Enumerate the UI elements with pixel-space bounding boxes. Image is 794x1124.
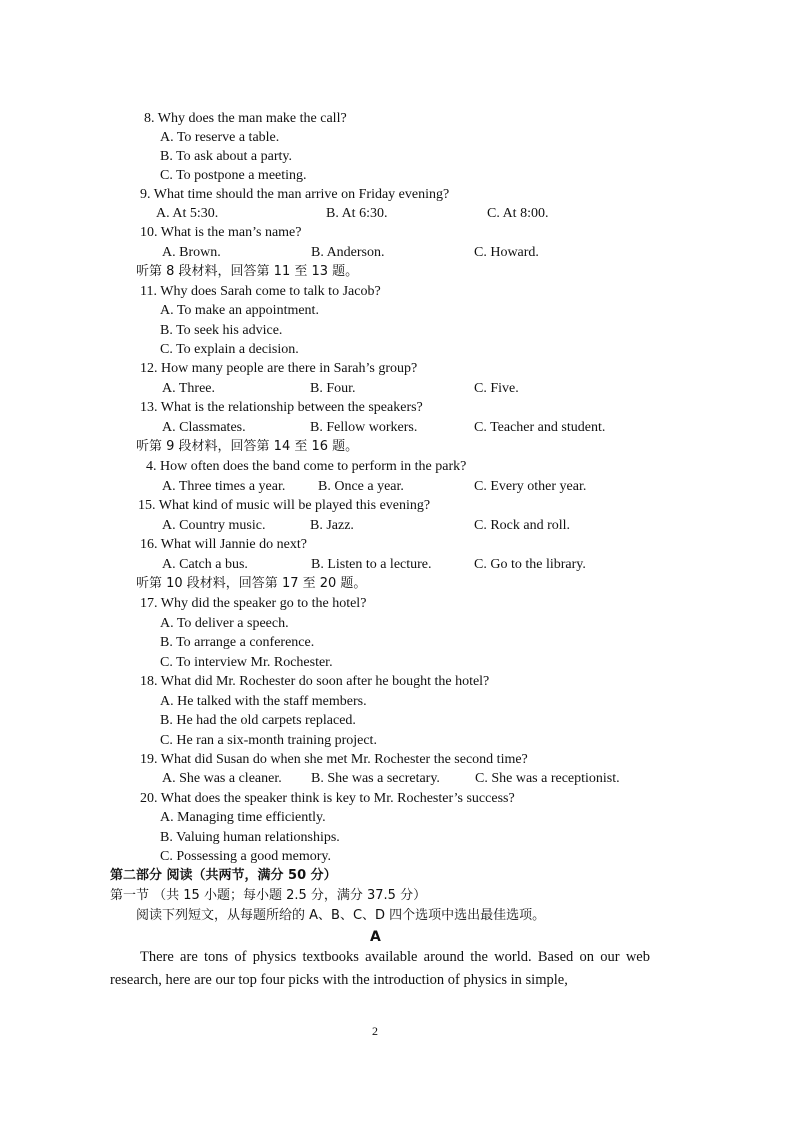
question-16-stem: 16. What will Jannie do next?: [140, 537, 307, 552]
question-14-option-c: C. Every other year.: [474, 479, 587, 494]
question-11-option-a: A. To make an appointment.: [160, 303, 319, 318]
question-15-option-b: B. Jazz.: [310, 518, 354, 533]
question-9-option-a: A. At 5:30.: [156, 206, 219, 221]
question-17-option-a: A. To deliver a speech.: [160, 616, 289, 631]
question-9-option-b: B. At 6:30.: [326, 206, 388, 221]
question-18-stem: 18. What did Mr. Rochester do soon after he bought the hotel?: [140, 674, 490, 689]
question-15-stem: 15. What kind of music will be played this evening?: [138, 498, 431, 513]
question-10-stem: 10. What is the man’s name?: [140, 225, 302, 240]
section-9-heading: 听第 9 段材料，回答第 14 至 16 题。: [136, 439, 359, 454]
question-9-stem: 9. What time should the man arrive on Friday evening?: [140, 187, 450, 202]
question-16-option-c: C. Go to the library.: [474, 557, 586, 572]
question-14-stem: 4. How often does the band come to perform in the park?: [146, 459, 467, 474]
question-11-option-b: B. To seek his advice.: [160, 323, 283, 338]
question-14-option-a: A. Three times a year.: [162, 479, 286, 494]
question-20-option-b: B. Valuing human relationships.: [160, 830, 340, 845]
question-10-option-b: B. Anderson.: [311, 245, 385, 260]
question-19-option-a: A. She was a cleaner.: [162, 771, 282, 786]
question-20-option-c: C. Possessing a good memory.: [160, 849, 331, 864]
question-8-option-a: A. To reserve a table.: [160, 130, 280, 145]
passage-letter: A: [370, 929, 381, 945]
question-11-option-c: C. To explain a decision.: [160, 342, 299, 357]
question-15-option-c: C. Rock and roll.: [474, 518, 571, 533]
question-17-option-b: B. To arrange a conference.: [160, 635, 315, 650]
question-10-option-a: A. Brown.: [162, 245, 221, 260]
section-8-heading: 听第 8 段材料，回答第 11 至 13 题。: [136, 264, 359, 279]
section-10-heading: 听第 10 段材料，回答第 17 至 20 题。: [136, 576, 367, 591]
question-13-option-b: B. Fellow workers.: [310, 420, 418, 435]
question-20-stem: 20. What does the speaker think is key to Mr. Rochester’s success?: [140, 791, 515, 806]
question-8-option-c: C. To postpone a meeting.: [160, 168, 307, 183]
question-19-option-b: B. She was a secretary.: [311, 771, 440, 786]
question-12-option-b: B. Four.: [310, 381, 356, 396]
question-11-stem: 11. Why does Sarah come to talk to Jacob?: [140, 284, 381, 299]
question-17-stem: 17. Why did the speaker go to the hotel?: [140, 596, 367, 611]
question-20-option-a: A. Managing time efficiently.: [160, 810, 326, 825]
question-14-option-b: B. Once a year.: [318, 479, 404, 494]
question-17-option-c: C. To interview Mr. Rochester.: [160, 655, 333, 670]
question-8-option-b: B. To ask about a party.: [160, 149, 292, 164]
question-19-stem: 19. What did Susan do when she met Mr. Rochester the second time?: [140, 752, 528, 767]
question-12-option-a: A. Three.: [162, 381, 215, 396]
part-2-title: 第二部分 阅读（共两节，满分 50 分）: [110, 868, 337, 883]
question-13-option-c: C. Teacher and student.: [474, 420, 606, 435]
question-16-option-b: B. Listen to a lecture.: [311, 557, 432, 572]
question-12-stem: 12. How many people are there in Sarah’s group?: [140, 361, 418, 376]
passage-paragraph: There are tons of physics textbooks available around the world. Based on our web research, here are our top four picks with the introduction of physics in simple,: [110, 949, 650, 988]
question-18-option-c: C. He ran a six-month training project.: [160, 733, 377, 748]
reading-instruction: 阅读下列短文，从每题所给的 A、B、C、D 四个选项中选出最佳选项。: [136, 908, 546, 923]
question-9-option-c: C. At 8:00.: [487, 206, 549, 221]
question-19-option-c: C. She was a receptionist.: [475, 771, 620, 786]
question-8-stem: 8. Why does the man make the call?: [144, 111, 347, 126]
question-16-option-a: A. Catch a bus.: [162, 557, 248, 572]
question-18-option-a: A. He talked with the staff members.: [160, 694, 367, 709]
section-1-subtitle: 第一节 （共 15 小题；每小题 2.5 分，满分 37.5 分）: [110, 888, 427, 903]
question-13-option-a: A. Classmates.: [162, 420, 246, 435]
question-18-option-b: B. He had the old carpets replaced.: [160, 713, 356, 728]
page-number: 2: [372, 1024, 378, 1038]
question-10-option-c: C. Howard.: [474, 245, 539, 260]
question-12-option-c: C. Five.: [474, 381, 519, 396]
question-13-stem: 13. What is the relationship between the speakers?: [140, 400, 423, 415]
question-15-option-a: A. Country music.: [162, 518, 266, 533]
